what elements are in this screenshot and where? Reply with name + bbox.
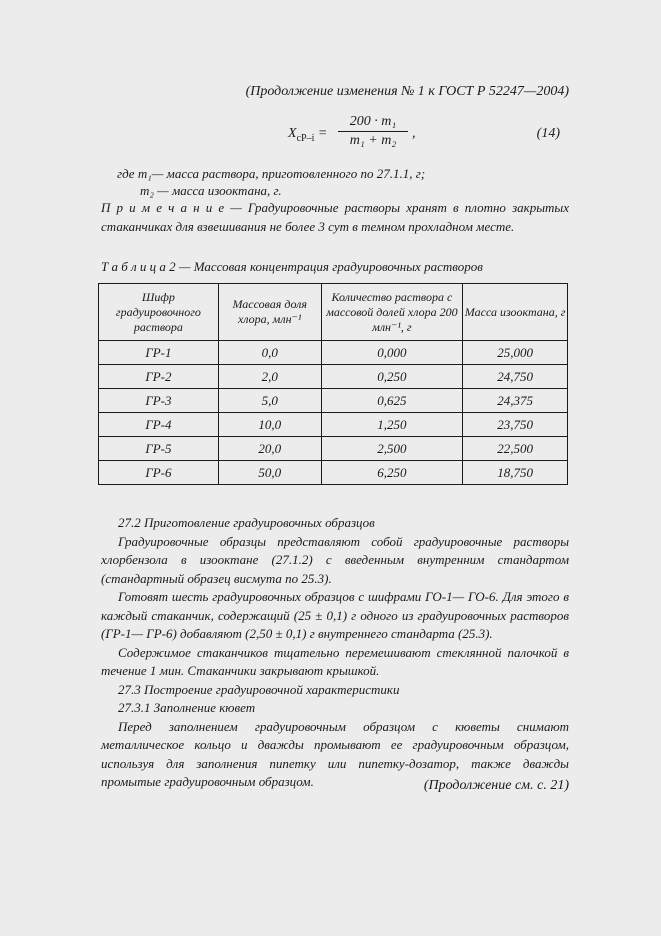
formula-numerator: 200 · m₁ — [338, 114, 408, 132]
cell: ГР-2 — [99, 365, 219, 389]
paragraph: Градуировочные образцы представляют собой градуировочные растворы хлорбензола в изооктане (27.1.2) с введенным внутренним стандартом (стандартный образец висмута по 25.3). — [101, 533, 569, 586]
section-heading-27-3: 27.3 Построение градуировочной характеристики — [118, 681, 400, 697]
formula-comma: , — [412, 126, 416, 141]
table-caption: Т а б л и ц а 2 — Массовая концентрация градуировочных растворов — [101, 259, 483, 274]
section-heading-27-2: 27.2 Приготовление градуировочных образцов — [118, 515, 375, 530]
formula-lhs: $X_{сР-i}$ = — [288, 126, 328, 144]
page-header: (Продолжение изменения № 1 к ГОСТ Р 52247—2004) — [245, 84, 569, 99]
header-isooctane-mass: Масса изооктана, г — [463, 284, 568, 341]
cell: 24,750 — [463, 365, 568, 389]
table-row — [99, 341, 568, 365]
formula-denominator: m₁ + m₂ — [349, 133, 397, 148]
cell: 0,0 — [218, 341, 321, 365]
note-paragraph: П р и м е ч а н и е — Градуировочные растворы хранят в плотно закрытых стаканчиках для взвешивания не более 3 сут в темном прохладном месте. — [101, 200, 569, 234]
where-line-1: где m₁— масса раствора, приготовленного по 27.1.1, г; — [117, 166, 426, 181]
concentration-table — [98, 283, 568, 485]
header-code: Шифр градуировочного раствора — [99, 284, 219, 341]
cell: 22,500 — [463, 437, 568, 461]
table-header-row — [99, 284, 568, 341]
formula-fraction — [338, 114, 408, 149]
formula-14 — [288, 114, 578, 154]
cell: 2,500 — [321, 437, 463, 461]
section-heading-27-3-1: 27.3.1 Заполнение кювет — [118, 700, 256, 715]
cell: 5,0 — [218, 389, 321, 413]
header-mass-fraction: Массовая доля хлора, млн⁻¹ — [218, 284, 321, 341]
cell: ГР-5 — [99, 437, 219, 461]
cell: 1,250 — [321, 413, 463, 437]
cell: ГР-4 — [99, 413, 219, 437]
table-row — [99, 365, 568, 389]
cell: 23,750 — [463, 413, 568, 437]
cell: 50,0 — [218, 461, 321, 485]
cell: 0,000 — [321, 341, 463, 365]
cell: 25,000 — [463, 341, 568, 365]
cell: 20,0 — [218, 437, 321, 461]
paragraph: Содержимое стаканчиков тщательно перемешивают стеклянной палочкой в течение 1 мин. Стаканчики закрывают крышкой. — [101, 644, 569, 678]
cell: ГР-6 — [99, 461, 219, 485]
paragraph: Готовят шесть градуировочных образцов с шифрами ГО-1— ГО-6. Для этого в каждый стаканчик, содержащий (25 ± 0,1) г одного из градуировочных растворов (ГР-1— ГР-6) добавляют (2,50 ± 0,1) г внутреннего стандарта (25.3). — [101, 589, 569, 641]
paragraph: Перед заполнением градуировочным образцом с кюветы снимают металлическое кольцо и дважды промывают ее градуировочным образцом, используя для заполнения пипетку или пипетку-дозатор, также дважды промытые градуировочным образцом. — [101, 718, 569, 789]
cell: 24,375 — [463, 389, 568, 413]
where-line-2: m₂ — масса изооктана, г. — [140, 183, 282, 198]
body-text — [101, 514, 569, 792]
table-row — [99, 461, 568, 485]
cell: 0,250 — [321, 365, 463, 389]
cell: 18,750 — [463, 461, 568, 485]
header-solution-amount: Количество раствора с массовой долей хлора 200 млн⁻¹, г — [321, 284, 463, 341]
table-row — [99, 413, 568, 437]
cell: 10,0 — [218, 413, 321, 437]
cell: ГР-1 — [99, 341, 219, 365]
table-row — [99, 389, 568, 413]
table-row — [99, 437, 568, 461]
cell: ГР-3 — [99, 389, 219, 413]
cell: 6,250 — [321, 461, 463, 485]
page-footer: (Продолжение см. с. 21) — [423, 778, 569, 793]
formula-number: (14) — [536, 126, 560, 141]
cell: 0,625 — [321, 389, 463, 413]
cell: 2,0 — [218, 365, 321, 389]
